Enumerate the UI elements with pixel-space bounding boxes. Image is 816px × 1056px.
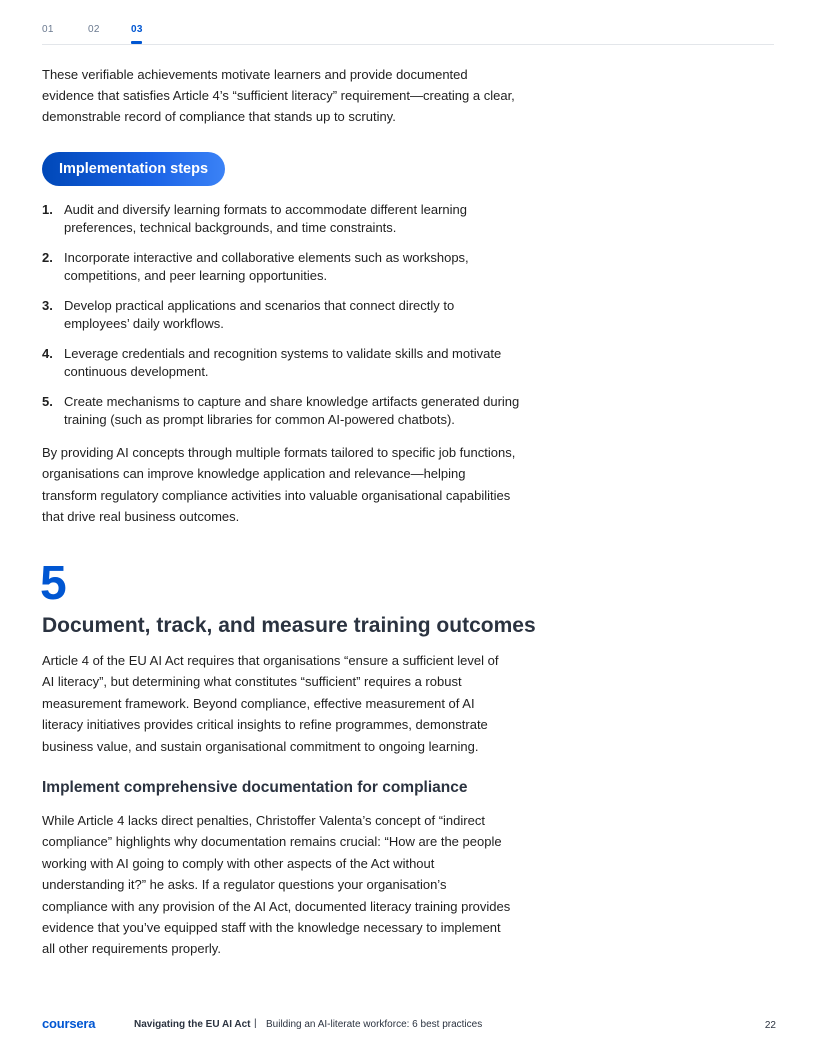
list-item [42, 345, 522, 381]
tab-01[interactable]: 01 [42, 24, 54, 35]
list-item [42, 393, 522, 429]
step-number: 2. [42, 250, 53, 265]
list-item [42, 297, 522, 333]
step-text: Leverage credentials and recognition systems to validate skills and motivate continuous development. [64, 346, 502, 379]
active-tab-indicator [131, 41, 142, 44]
step-number: 3. [42, 298, 53, 313]
section-number: 5 [40, 557, 67, 610]
step-number: 5. [42, 394, 53, 409]
coursera-logo: coursera [42, 1016, 96, 1031]
implementation-steps-badge: Implementation steps [42, 152, 225, 186]
step-number: 1. [42, 202, 53, 217]
list-item [42, 249, 522, 285]
page-footer [42, 1016, 776, 1036]
closing-paragraph: By providing AI concepts through multiple formats tailored to specific job functions, organisations can improve knowledge application and relevance—helping transform regulatory compliance activities into valuable organisational capabilities that drive real business outcomes. [42, 445, 516, 524]
page-number: 22 [764, 1020, 776, 1031]
intro-paragraph: These verifiable achievements motivate learners and provide documented evidence that satisfies Article 4’s “sufficient literacy” requirement—creating a clear, demonstrable record of compliance that stands up to scrutiny. [42, 67, 515, 124]
section-title: Document, track, and measure training outcomes [42, 614, 536, 637]
footer-separator: | [254, 1018, 257, 1029]
section-intro-paragraph: Article 4 of the EU AI Act requires that organisations “ensure a sufficient level of AI literacy”, but determining what constitutes “sufficient” requires a robust measurement framework. Beyond compliance, effective measurement of AI literacy initiatives provides critical insights to refine programmes, demonstrate business value, and sustain organisational commitment to ongoing learning. [42, 653, 499, 754]
step-text: Create mechanisms to capture and share knowledge artifacts generated during training (such as prompt libraries for common AI-powered chatbots). [64, 394, 520, 427]
footer-subtitle: Building an AI-literate workforce: 6 best practices [266, 1019, 483, 1030]
step-text: Develop practical applications and scenarios that connect directly to employees’ daily workflows. [64, 298, 455, 331]
footer-doc-title: Navigating the EU AI Act [134, 1019, 251, 1030]
step-text: Audit and diversify learning formats to accommodate different learning preferences, technical backgrounds, and time constraints. [64, 202, 467, 235]
subheading: Implement comprehensive documentation for compliance [42, 779, 468, 796]
list-item [42, 201, 522, 237]
section-tabs [42, 0, 774, 45]
tab-03[interactable]: 03 [131, 24, 143, 35]
step-number: 4. [42, 346, 53, 361]
step-text: Incorporate interactive and collaborative elements such as workshops, competitions, and peer learning opportunities. [64, 250, 469, 283]
implementation-steps-list [42, 201, 522, 441]
tab-02[interactable]: 02 [88, 24, 100, 35]
documentation-paragraph: While Article 4 lacks direct penalties, Christoffer Valenta’s concept of “indirect compliance” highlights why documentation remains crucial: “How are the people working with AI going to comply with other aspects of the Act without understanding it?” he asks. If a regulator questions your organisation’s compliance with any provision of the AI Act, documented literacy training provides evidence that you’ve equipped staff with the knowledge necessary to implement all other requirements properly. [42, 813, 511, 957]
